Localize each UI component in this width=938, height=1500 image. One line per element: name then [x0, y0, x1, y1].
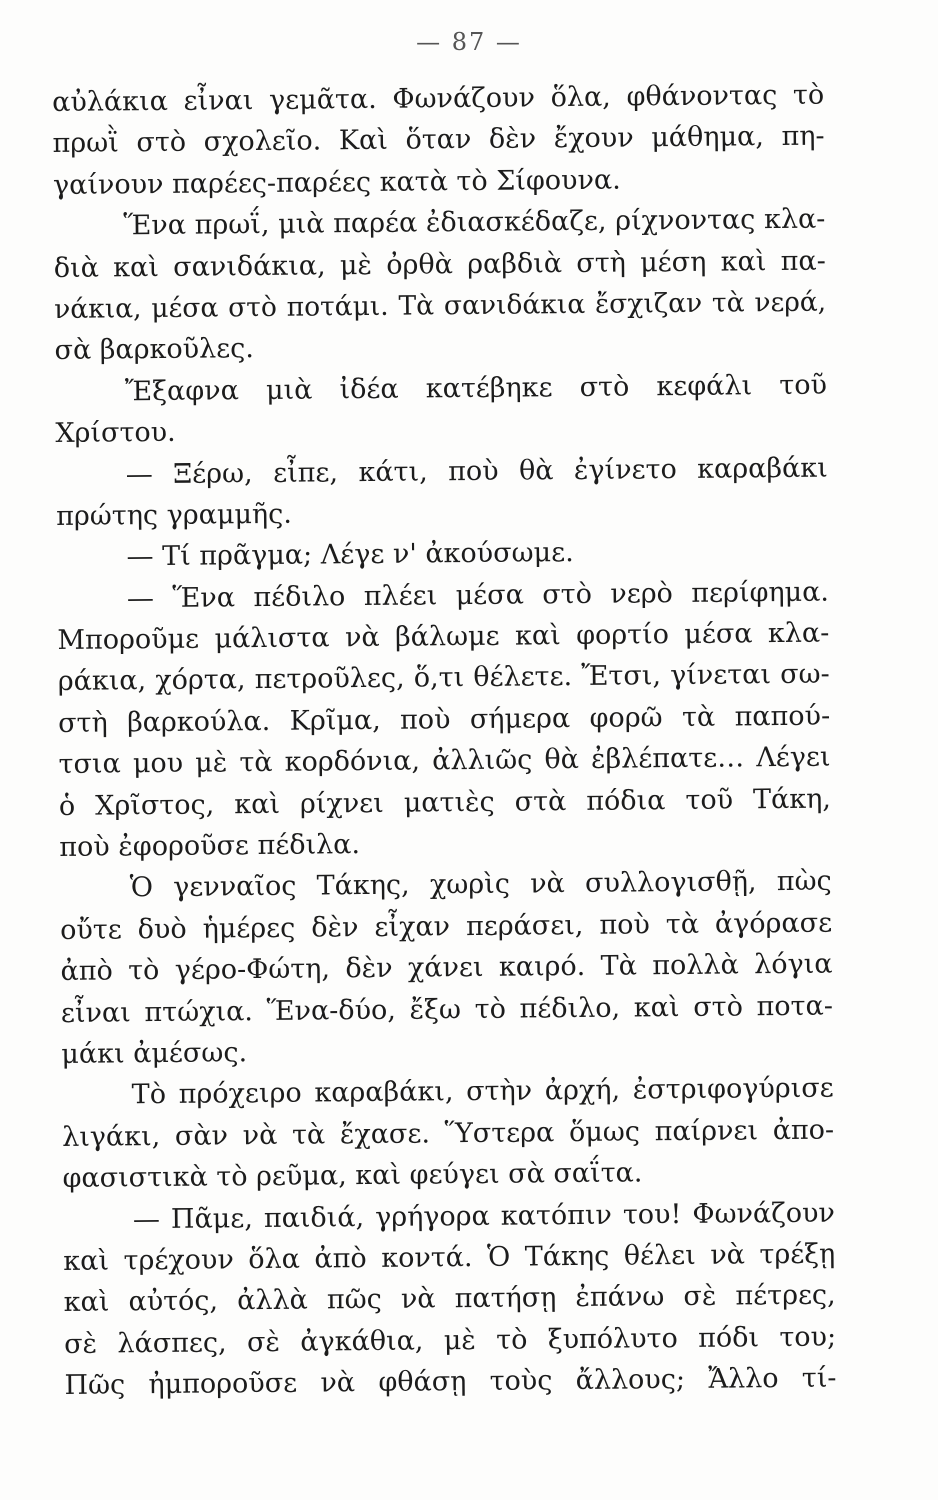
text-line: καὶ τρέχουν ὅλα ἀπὸ κοντά. Ὁ Τάκης θέλει νὰ τρέξῃ — [63, 1238, 836, 1277]
text-line: αὐλάκια εἶναι γεμᾶτα. Φωνάζουν ὅλα, φθάνοντας τὸ — [52, 79, 825, 118]
text-line: καὶ αὐτός, ἀλλὰ πῶς νὰ πατήσῃ ἐπάνω σὲ πέτρες, — [63, 1279, 836, 1319]
text-line: διὰ καὶ σανιδάκια, μὲ ὀρθὰ ραβδιὰ στὴ μέση καὶ πα- — [53, 245, 826, 284]
text-line: πρωῒ στὸ σχολεῖο. Καὶ ὅταν δὲν ἔχουν μάθημα, πη- — [52, 120, 825, 160]
text-line: Ὁ γενναῖος Τάκης, χωρὶς νὰ συλλογισθῇ, πὼς — [129, 865, 832, 904]
text-line: Μποροῦμε μάλιστα νὰ βάλωμε καὶ φορτίο μέσα κλα- — [57, 617, 830, 657]
text-line: Ἕνα πρωΐ, μιὰ παρέα ἐδιασκέδαζε, ρίχνοντας κλα- — [123, 203, 826, 242]
text-line: νάκια, μέσα στὸ ποτάμι. Τὰ σανιδάκια ἔσχιζαν τὰ νερά, — [54, 286, 827, 325]
text-line: ράκια, χόρτα, πετροῦλες, ὅ,τι θέλετε. Ἔτσι, γίνεται σω- — [57, 659, 830, 698]
text-line: ποὺ ἐφοροῦσε πέδιλα. — [59, 829, 361, 863]
text-line: σὰ βαρκοῦλες. — [54, 333, 255, 367]
body-text — [52, 75, 837, 1407]
text-line: εἶναι πτώχια. Ἕνα-δύο, ἔξω τὸ πέδιλο, καὶ στὸ ποτα- — [60, 990, 834, 1029]
text-line: ὁ Χρῖστος, καὶ ρίχνει ματιὲς στὰ πόδια τοῦ Τάκη, — [58, 783, 832, 822]
text-line: λιγάκι, σὰν νὰ τὰ ἔχασε. Ὕστερα ὅμως παίρνει ἀπο- — [61, 1114, 835, 1153]
text-line: φασιστικὰ τὸ ρεῦμα, καὶ φεύγει σὰ σαΐτα. — [62, 1157, 643, 1195]
text-line: Χρίστου. — [55, 416, 176, 450]
text-line: Τὸ πρόχειρο καραβάκι, στὴν ἀρχή, ἐστριφογύρισε — [131, 1072, 834, 1111]
text-line: ἀπὸ τὸ γέρο-Φώτη, δὲν χάνει καιρό. Τὰ πολλὰ λόγια — [60, 948, 833, 988]
page-number: — 87 — — [416, 28, 522, 56]
text-line: μάκι ἀμέσως. — [61, 1037, 248, 1070]
text-line: γαίνουν παρέες-παρέες κατὰ τὸ Σίφουνα. — [52, 164, 621, 201]
text-line: πρώτης γραμμῆς. — [56, 498, 292, 532]
text-line: — Τί πρᾶγμα; Λέγε ν' ἀκούσωμε. — [126, 537, 574, 573]
text-line: — Πᾶμε, παιδιά, γρήγορα κατόπιν του! Φωνάζουν — [132, 1197, 836, 1235]
text-line: — Ξέρω, εἶπε, κάτι, ποὺ θὰ ἐγίνετο καραβάκι — [125, 452, 828, 490]
text-line: Ἔξαφνα μιὰ ἰδέα κατέβηκε στὸ κεφάλι τοῦ — [124, 369, 828, 408]
text-line: οὔτε δυὸ ἡμέρες δὲν εἶχαν περάσει, ποὺ τὰ ἀγόρασε — [59, 907, 833, 946]
text-line: — Ἕνα πέδιλο πλέει μέσα στὸ νερὸ περίφημα. — [126, 576, 830, 614]
text-line: στὴ βαρκούλα. Κρῖμα, ποὺ σήμερα φορῶ τὰ παπού- — [58, 700, 831, 739]
text-line: τσια μου μὲ τὰ κορδόνια, ἀλλιῶς θὰ ἐβλέπατε… Λέγει — [58, 741, 831, 781]
text-line: Πῶς ἠμποροῦσε νὰ φθάσῃ τοὺς ἄλλους; Ἄλλο τί- — [64, 1362, 837, 1402]
text-line: σὲ λάσπες, σὲ ἀγκάθια, μὲ τὸ ξυπόλυτο πόδι του; — [63, 1321, 837, 1360]
